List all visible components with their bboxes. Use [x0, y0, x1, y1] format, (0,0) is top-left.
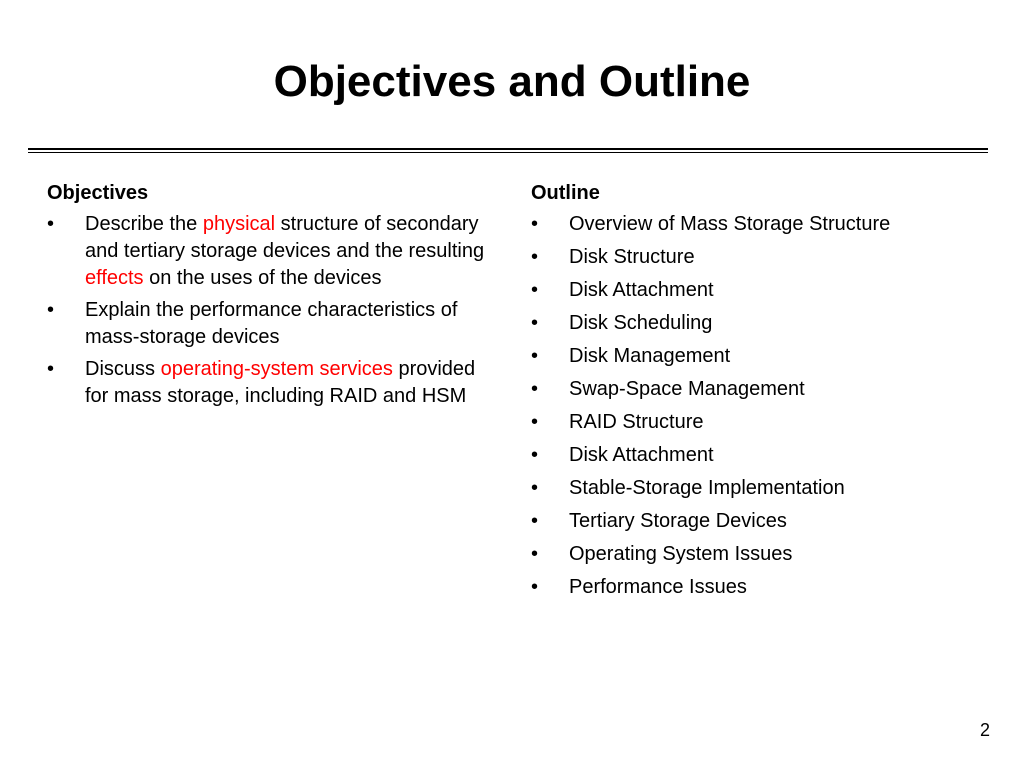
bullet-icon: • [531, 444, 539, 466]
outline-item: • Disk Management [531, 343, 991, 370]
bullet-icon: • [531, 543, 539, 565]
outline-column [531, 180, 991, 607]
bullet-icon: • [531, 576, 539, 598]
outline-heading: Outline [531, 182, 600, 204]
outline-item: • Swap-Space Management [531, 376, 991, 403]
slide-title: Objectives and Outline [273, 57, 751, 106]
highlight-physical: physical [202, 213, 276, 235]
page-number: 2 [979, 720, 990, 740]
outline-item: • Stable-Storage Implementation [531, 475, 991, 502]
bullet-icon: • [531, 213, 539, 235]
outline-item: • Tertiary Storage Devices [531, 508, 991, 535]
bullet-icon: • [531, 345, 539, 367]
bullet-icon: • [531, 312, 539, 334]
outline-item: • Operating System Issues [531, 541, 991, 568]
bullet-icon: • [531, 411, 539, 433]
objective-item: • Explain the performance characteristics of mass-storage devices [47, 299, 458, 348]
bullet-icon: • [47, 213, 55, 235]
objectives-list [47, 211, 497, 410]
title-divider-bottom [28, 152, 988, 153]
objectives-heading: Objectives [47, 182, 149, 204]
outline-item: • Overview of Mass Storage Structure [531, 211, 991, 238]
bullet-icon: • [531, 246, 539, 268]
bullet-icon: • [531, 279, 539, 301]
outline-item: • Disk Attachment [531, 277, 991, 304]
outline-item: • Performance Issues [531, 574, 991, 601]
bullet-icon: • [47, 299, 55, 321]
bullet-icon: • [531, 477, 539, 499]
objective-item: • Discuss operating-system services provided for mass storage, including RAID and HSM [47, 358, 476, 407]
bullet-icon: • [531, 378, 539, 400]
title-divider-top [28, 148, 988, 150]
outline-item: • Disk Attachment [531, 442, 991, 469]
outline-item: • Disk Scheduling [531, 310, 991, 337]
objectives-column [47, 180, 497, 415]
bullet-icon: • [47, 358, 55, 380]
outline-item: • Disk Structure [531, 244, 991, 271]
highlight-effects: effects [85, 267, 144, 289]
highlight-os-services: operating-system services [160, 358, 393, 380]
outline-list [531, 211, 991, 601]
objective-item: • Describe the physical structure of secondary and tertiary storage devices and the resulting effects on the uses of the devices [47, 213, 485, 289]
outline-item: • RAID Structure [531, 409, 991, 436]
bullet-icon: • [531, 510, 539, 532]
